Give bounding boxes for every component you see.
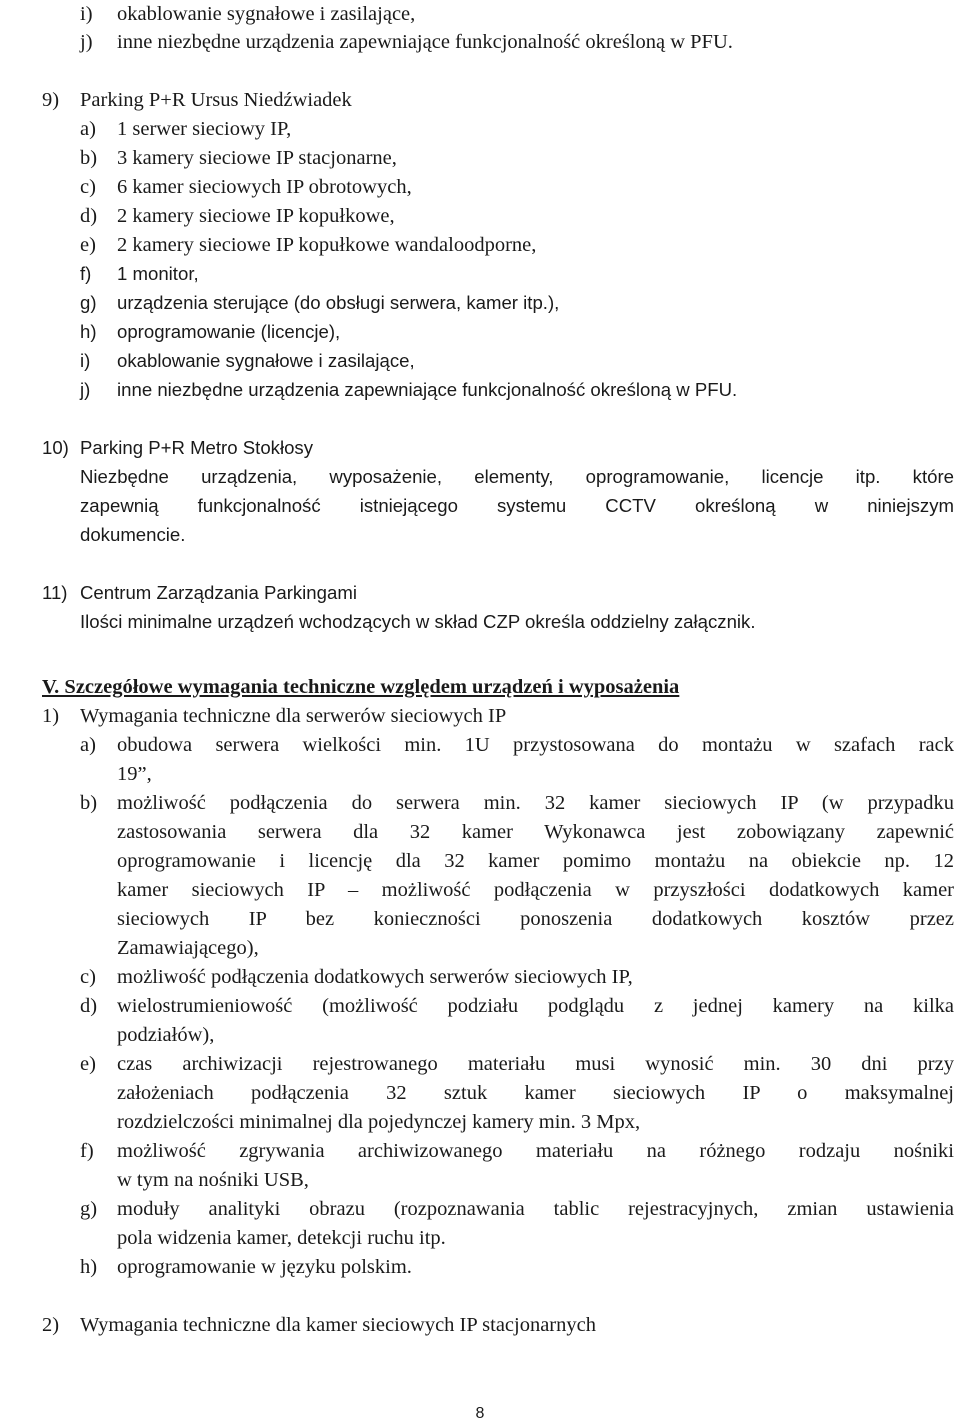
- page-number: 8: [475, 1405, 485, 1422]
- list-label: g): [80, 1198, 98, 1220]
- paragraph-line: dokumencie.: [80, 524, 186, 545]
- paragraph-line: zapewnią funkcjonalność istniejącego systemu CCTV określoną w niniejszym: [80, 495, 954, 516]
- list-label: b): [80, 792, 98, 814]
- list-label: c): [80, 176, 96, 198]
- list-item-line: oprogramowanie i licencję dla 32 kamer pomimo montażu na obiekcie np. 12: [117, 850, 954, 872]
- list-item-text: 1 monitor,: [117, 263, 199, 284]
- list-item-text: oprogramowanie (licencje),: [117, 321, 341, 342]
- list-label: j): [80, 31, 93, 53]
- list-item-line: pola widzenia kamer, detekcji ruchu itp.: [117, 1227, 446, 1249]
- section-v-heading: V. Szczegółowe wymagania techniczne względem urządzeń i wyposażenia: [42, 676, 680, 698]
- list-item-line: możliwość podłączenia do serwera min. 32 kamer sieciowych IP (w przypadku: [117, 792, 954, 814]
- list-item-line: oprogramowanie w języku polskim.: [117, 1256, 412, 1278]
- list-label: d): [80, 995, 98, 1017]
- section-9-label: 9): [42, 89, 60, 111]
- list-item-text: inne niezbędne urządzenia zapewniające funkcjonalność określoną w PFU.: [117, 379, 738, 400]
- list-item-line: zastosowania serwera dla 32 kamer Wykonawca jest zobowiązany zapewnić: [117, 821, 954, 843]
- list-item-text: okablowanie sygnałowe i zasilające,: [117, 3, 416, 25]
- section-11-label: 11): [42, 582, 68, 603]
- list-item-line: wielostrumieniowość (możliwość podziału podglądu z jednej kamery na kilka: [117, 995, 954, 1017]
- list-label: h): [80, 321, 97, 342]
- subsection-2-title: Wymagania techniczne dla kamer sieciowych IP stacjonarnych: [80, 1314, 596, 1336]
- subsection-1-label: 1): [42, 705, 60, 727]
- list-label: i): [80, 3, 93, 25]
- section-10-label: 10): [42, 437, 69, 458]
- list-label: a): [80, 734, 96, 756]
- list-label: b): [80, 147, 98, 169]
- list-item-line: obudowa serwera wielkości min. 1U przystosowana do montażu w szafach rack: [117, 734, 954, 756]
- list-item-line: podziałów),: [117, 1024, 215, 1046]
- list-item-line: 19”,: [117, 763, 152, 785]
- list-label: a): [80, 118, 96, 140]
- list-label: h): [80, 1256, 98, 1278]
- list-item-text: urządzenia sterujące (do obsługi serwera, kamer itp.),: [117, 292, 560, 313]
- subsection-2-label: 2): [42, 1314, 60, 1336]
- section-9-title: Parking P+R Ursus Niedźwiadek: [80, 89, 352, 111]
- list-item-line: w tym na nośniki USB,: [117, 1169, 309, 1191]
- section-10-title: Parking P+R Metro Stokłosy: [80, 437, 314, 458]
- paragraph-line: Ilości minimalne urządzeń wchodzących w skład CZP określa oddzielny załącznik.: [80, 611, 756, 632]
- list-item-text: 1 serwer sieciowy IP,: [117, 118, 292, 140]
- list-item-line: moduły analityki obrazu (rozpoznawania tablic rejestracyjnych, zmian ustawienia: [117, 1198, 954, 1220]
- list-label: e): [80, 234, 96, 256]
- list-item-line: możliwość zgrywania archiwizowanego materiału na różnego rodzaju nośniki: [117, 1140, 954, 1162]
- list-item-text: 2 kamery sieciowe IP kopułkowe wandaloodporne,: [117, 234, 537, 256]
- list-item-text: 6 kamer sieciowych IP obrotowych,: [117, 176, 412, 198]
- list-label: f): [80, 1140, 94, 1162]
- paragraph-line: Niezbędne urządzenia, wyposażenie, elementy, oprogramowanie, licencje itp. które: [80, 466, 954, 487]
- list-label: i): [80, 350, 91, 371]
- list-label: d): [80, 205, 98, 227]
- list-item-text: 3 kamery sieciowe IP stacjonarne,: [117, 147, 397, 169]
- list-label: c): [80, 966, 96, 988]
- list-item-line: kamer sieciowych IP – możliwość podłączenia w przyszłości dodatkowych kamer: [117, 879, 954, 901]
- subsection-1-title: Wymagania techniczne dla serwerów sieciowych IP: [80, 705, 507, 727]
- list-item-line: czas archiwizacji rejestrowanego materiału musi wynosić min. 30 dni przy: [117, 1053, 954, 1075]
- list-item-text: okablowanie sygnałowe i zasilające,: [117, 350, 415, 371]
- list-label: f): [80, 263, 92, 284]
- list-label: j): [80, 379, 91, 400]
- list-label: e): [80, 1053, 96, 1075]
- list-item-line: możliwość podłączenia dodatkowych serwerów sieciowych IP,: [117, 966, 633, 988]
- list-item-line: sieciowych IP bez konieczności ponoszenia dodatkowych kosztów przez: [117, 908, 954, 930]
- list-item-text: 2 kamery sieciowe IP kopułkowe,: [117, 205, 395, 227]
- section-11-title: Centrum Zarządzania Parkingami: [80, 582, 357, 603]
- list-label: g): [80, 292, 97, 313]
- list-item-line: Zamawiającego),: [117, 937, 259, 959]
- list-item-text: inne niezbędne urządzenia zapewniające funkcjonalność określoną w PFU.: [117, 31, 733, 53]
- list-item-line: założeniach podłączenia 32 sztuk kamer sieciowych IP o maksymalnej: [117, 1082, 954, 1104]
- list-item-line: rozdzielczości minimalnej dla pojedynczej kamery min. 3 Mpx,: [117, 1111, 641, 1133]
